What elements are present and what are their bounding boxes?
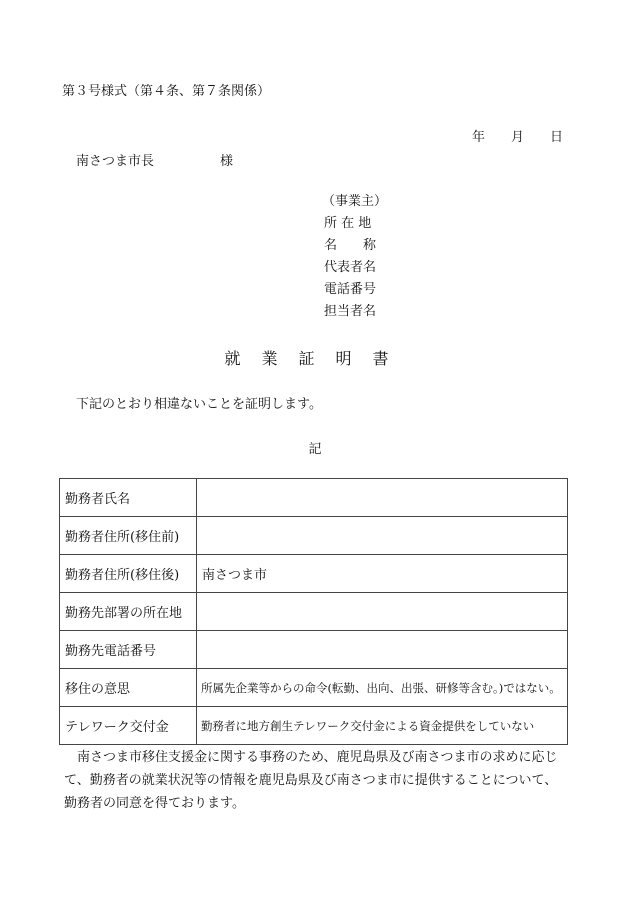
row-label-worker-name: 勤務者氏名 [60,479,197,517]
row-value-office-location[interactable] [197,593,568,631]
table-row [60,707,568,745]
form-number: 第３号様式（第４条、第７条関係） [62,84,271,99]
table-row [60,479,568,517]
addressee-name: 南さつま市長 [76,154,155,169]
table-row [60,555,568,593]
addressee [76,150,233,169]
row-value-address-before[interactable] [197,517,568,555]
date-day-label: 日 [550,130,564,145]
row-value-relocation-intent: 所属先企業等からの命令(転勤、出向、出張、研修等含む。)ではない。 [197,669,568,707]
table-row [60,517,568,555]
table-row [60,631,568,669]
applicant-representative-label: 代表者名 [324,260,377,275]
row-value-worker-name[interactable] [197,479,568,517]
consent-paragraph: 南さつま市移住支援金に関する事務のため、鹿児島県及び南さつま市の求めに応じて、勤務者の就業状況等の情報を鹿児島県及び南さつま市に提供することについて、勤務者の同意を得ております。 [64,750,558,811]
row-label-telework-grant: テレワーク交付金 [60,707,197,745]
applicant-block [322,191,387,323]
applicant-name-label: 名 称 [324,238,377,253]
date-line [472,126,563,145]
document-title: 就業証明書 [224,349,410,368]
applicant-heading: （事業主） [322,194,388,209]
addressee-honorific: 様 [220,154,234,169]
row-label-office-location: 勤務先部署の所在地 [60,593,197,631]
row-value-office-phone[interactable] [197,631,568,669]
ki-mark: 記 [308,442,322,457]
row-value-address-after[interactable]: 南さつま市 [197,555,568,593]
date-month-label: 月 [511,130,525,145]
certification-table [59,478,568,745]
certify-statement: 下記のとおり相違ないことを証明します。 [76,397,322,412]
table-row [60,593,568,631]
row-label-relocation-intent: 移住の意思 [60,669,197,707]
row-label-address-before: 勤務者住所(移住前) [60,517,197,555]
row-label-office-phone: 勤務先電話番号 [60,631,197,669]
applicant-address-label: 所 在 地 [324,216,372,231]
date-year-label: 年 [472,130,486,145]
applicant-phone-label: 電話番号 [324,282,377,297]
applicant-contact-label: 担当者名 [324,304,377,319]
row-value-telework-grant: 勤務者に地方創生テレワーク交付金による資金提供をしていない [197,707,568,745]
table-row [60,669,568,707]
row-label-address-after: 勤務者住所(移住後) [60,555,197,593]
